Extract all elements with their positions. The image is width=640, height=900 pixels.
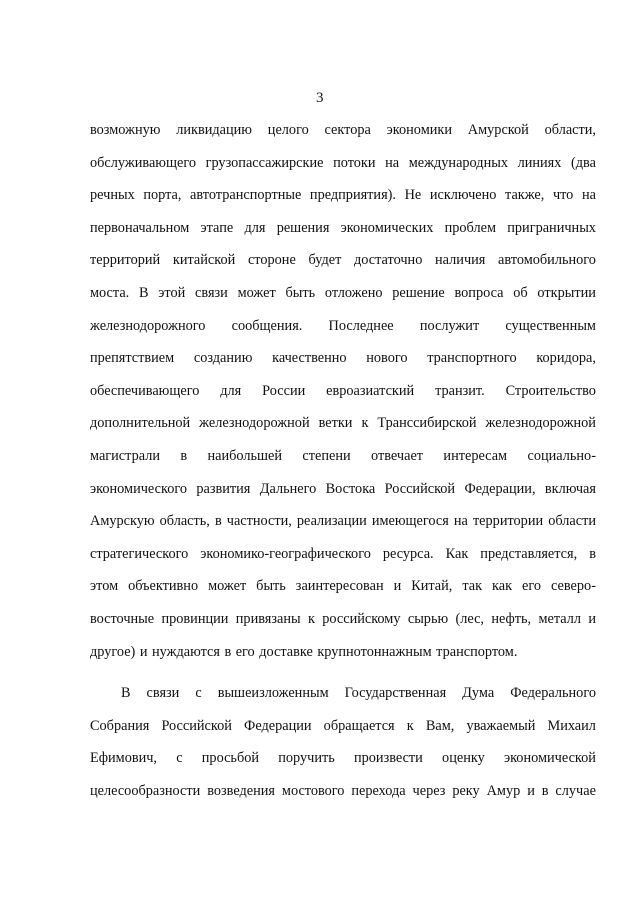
word: приграничных	[507, 219, 596, 236]
word: грузопассажирские	[205, 154, 324, 171]
word: целесообразности	[90, 782, 201, 799]
word: связи	[195, 284, 228, 301]
word: нового	[366, 350, 408, 367]
word: имеющегося	[371, 513, 449, 530]
word: автомобильного	[498, 252, 596, 269]
word: стратегического	[90, 545, 189, 562]
word: области,	[544, 122, 596, 138]
word: Федерации,	[464, 480, 536, 497]
word: и	[393, 578, 402, 595]
word: Российской	[161, 717, 232, 734]
word: отложено	[324, 284, 383, 301]
text-line	[90, 277, 596, 310]
word: что	[552, 187, 574, 204]
word: заинтересован	[295, 578, 384, 595]
word: связи	[146, 685, 180, 702]
word: этапе	[200, 219, 234, 236]
word: объективно	[128, 578, 199, 595]
word: с	[195, 685, 202, 702]
word: Китай,	[411, 578, 453, 595]
word: сектора	[324, 122, 371, 138]
word: будет	[308, 252, 342, 269]
word: также,	[505, 187, 545, 204]
word: препятствием	[90, 350, 175, 367]
word: первоначальном	[90, 219, 190, 236]
word: на	[581, 187, 596, 204]
word: ресурса.	[382, 545, 434, 562]
word: к	[361, 415, 369, 432]
word: включая	[544, 480, 596, 497]
word: Федерации	[244, 717, 312, 734]
word: на	[385, 154, 400, 171]
word: на	[453, 513, 468, 530]
word: реку	[452, 782, 480, 799]
word: Амурской	[467, 122, 529, 138]
word: Ефимович,	[90, 750, 158, 767]
word: восточные	[90, 610, 155, 627]
word: Дальнего	[259, 480, 317, 497]
paragraph	[90, 114, 596, 668]
word: транзит.	[435, 382, 485, 399]
word: нефть,	[491, 610, 532, 627]
word: автотранспортные	[190, 187, 302, 204]
word: интересам	[443, 447, 508, 464]
word: произвести	[353, 750, 423, 767]
word: магистрали	[90, 447, 160, 464]
word: для	[220, 382, 242, 399]
text-line	[90, 342, 596, 375]
word: его	[522, 578, 542, 595]
word: социально-	[527, 447, 596, 464]
word: Строительство	[505, 382, 596, 399]
word: потоки	[333, 154, 376, 171]
letter-body	[90, 114, 596, 807]
word: территорий	[90, 252, 161, 269]
text-line	[90, 310, 596, 343]
word: другое)	[90, 643, 136, 660]
word: (лес,	[455, 610, 485, 627]
word: Вам,	[425, 717, 455, 734]
word: порта,	[143, 187, 182, 204]
word: перехода	[351, 782, 406, 799]
word: к	[307, 610, 315, 627]
word: и	[139, 643, 148, 660]
word: послужит	[419, 317, 480, 334]
word: достаточно	[354, 252, 423, 269]
word: для	[244, 219, 266, 236]
word: ликвидацию	[176, 122, 252, 138]
word: железнодорожного	[90, 317, 206, 334]
word: Амурскую	[90, 513, 155, 530]
word: дополнительной	[90, 415, 191, 432]
word: вопроса	[454, 284, 504, 301]
text-line	[90, 244, 596, 277]
word: северо-	[551, 578, 596, 595]
word: России	[262, 382, 306, 399]
word: решение	[392, 284, 445, 301]
word: коридора,	[536, 350, 596, 367]
word: Дума	[462, 685, 495, 702]
word: линиях	[517, 154, 562, 171]
word: провинции	[161, 610, 229, 627]
word: наибольшей	[207, 447, 283, 464]
word: в	[180, 447, 188, 464]
word: Востока	[325, 480, 376, 497]
word: сообщения.	[231, 317, 303, 334]
word: экономического	[90, 480, 187, 497]
word: экономико-географического	[200, 545, 371, 562]
word: речных	[90, 187, 135, 204]
word: возможную	[90, 122, 161, 138]
word: развития	[196, 480, 251, 497]
word: В	[139, 284, 149, 301]
text-line	[90, 375, 596, 408]
word: просьбой	[201, 750, 260, 767]
word: Последнее	[328, 317, 394, 334]
text-line	[90, 440, 596, 473]
word: в	[214, 513, 222, 530]
word: частности,	[226, 513, 292, 530]
word: железнодорожной	[485, 415, 596, 432]
word: этой	[158, 284, 186, 301]
text-line	[90, 775, 596, 808]
word: и	[588, 610, 596, 627]
word: сырью	[407, 610, 449, 627]
word: Как	[445, 545, 469, 562]
word: степени	[302, 447, 351, 464]
word: экономической	[503, 750, 596, 767]
word: Михаил	[547, 717, 596, 734]
word: стороне	[247, 252, 296, 269]
word: оценку	[442, 750, 485, 767]
word: быть	[256, 578, 286, 595]
word: (два	[571, 154, 596, 171]
word: в	[224, 643, 232, 660]
word: уважаемый	[466, 717, 536, 734]
word: качественно	[272, 350, 347, 367]
text-line	[90, 212, 596, 245]
text-line	[90, 677, 596, 710]
word: железнодорожной	[199, 415, 310, 432]
word: наличия	[435, 252, 486, 269]
word: Государственная	[344, 685, 447, 702]
word: территории	[472, 513, 544, 530]
word: крупнотоннажным	[317, 643, 432, 660]
word: целого	[267, 122, 309, 138]
word: металл	[538, 610, 582, 627]
word: Федерального	[510, 685, 596, 702]
word: привязаны	[235, 610, 301, 627]
word: в	[589, 545, 596, 562]
word: Российской	[384, 480, 456, 497]
word: отвечает	[371, 447, 424, 464]
text-line	[90, 742, 596, 775]
text-line	[90, 179, 596, 212]
word: моста.	[90, 284, 130, 301]
word: обращается	[323, 717, 395, 734]
word: об	[513, 284, 528, 301]
word: доставке	[259, 643, 313, 660]
word: быть	[285, 284, 316, 301]
word: ветки	[318, 415, 353, 432]
word: исключено	[429, 187, 497, 204]
word: и	[527, 782, 535, 799]
text-line	[90, 147, 596, 180]
word: реализации	[296, 513, 367, 530]
word: как	[492, 578, 513, 595]
word: решения	[276, 219, 330, 236]
word: Не	[404, 187, 422, 204]
paragraph	[90, 677, 596, 807]
word: проблем	[444, 219, 497, 236]
word: так	[462, 578, 483, 595]
text-line	[90, 114, 596, 147]
word: через	[412, 782, 446, 799]
word: обеспечивающего	[90, 382, 200, 399]
word: международных	[408, 154, 508, 171]
paragraph-gap	[90, 668, 596, 677]
text-line	[90, 710, 596, 743]
word: вышеизложенным	[217, 685, 329, 702]
word: открытии	[537, 284, 596, 301]
word: обслуживающего	[90, 154, 196, 171]
word: в	[541, 782, 549, 799]
word: китайской	[172, 252, 236, 269]
word: представляется,	[480, 545, 578, 562]
text-line	[90, 570, 596, 603]
word: транспортом.	[436, 643, 518, 660]
word: его	[235, 643, 255, 660]
word: созданию	[193, 350, 253, 367]
word: нуждаются	[151, 643, 220, 660]
word: Амур	[486, 782, 521, 799]
word: с	[176, 750, 183, 767]
word: поручить	[278, 750, 335, 767]
text-line	[90, 407, 596, 440]
text-line	[90, 473, 596, 506]
word: область,	[159, 513, 210, 530]
word: Транссибирской	[377, 415, 477, 432]
word: евроазиатский	[326, 382, 415, 399]
word: транспортного	[427, 350, 517, 367]
word: к	[406, 717, 414, 734]
word: может	[208, 578, 247, 595]
word: может	[237, 284, 276, 301]
word: случае	[555, 782, 596, 799]
text-line	[90, 636, 596, 669]
word: экономических	[340, 219, 434, 236]
word: предприятия).	[309, 187, 396, 204]
text-line	[90, 538, 596, 571]
word: В	[121, 685, 131, 702]
word: этом	[90, 578, 119, 595]
word: российскому	[322, 610, 401, 627]
word: области	[548, 513, 596, 530]
word: экономики	[386, 122, 452, 138]
word: существенным	[505, 317, 596, 334]
text-line	[90, 505, 596, 538]
word: Собрания	[90, 717, 150, 734]
word: возведения	[207, 782, 275, 799]
text-line	[90, 603, 596, 636]
word: мостового	[281, 782, 345, 799]
page-number: 3	[316, 90, 324, 106]
